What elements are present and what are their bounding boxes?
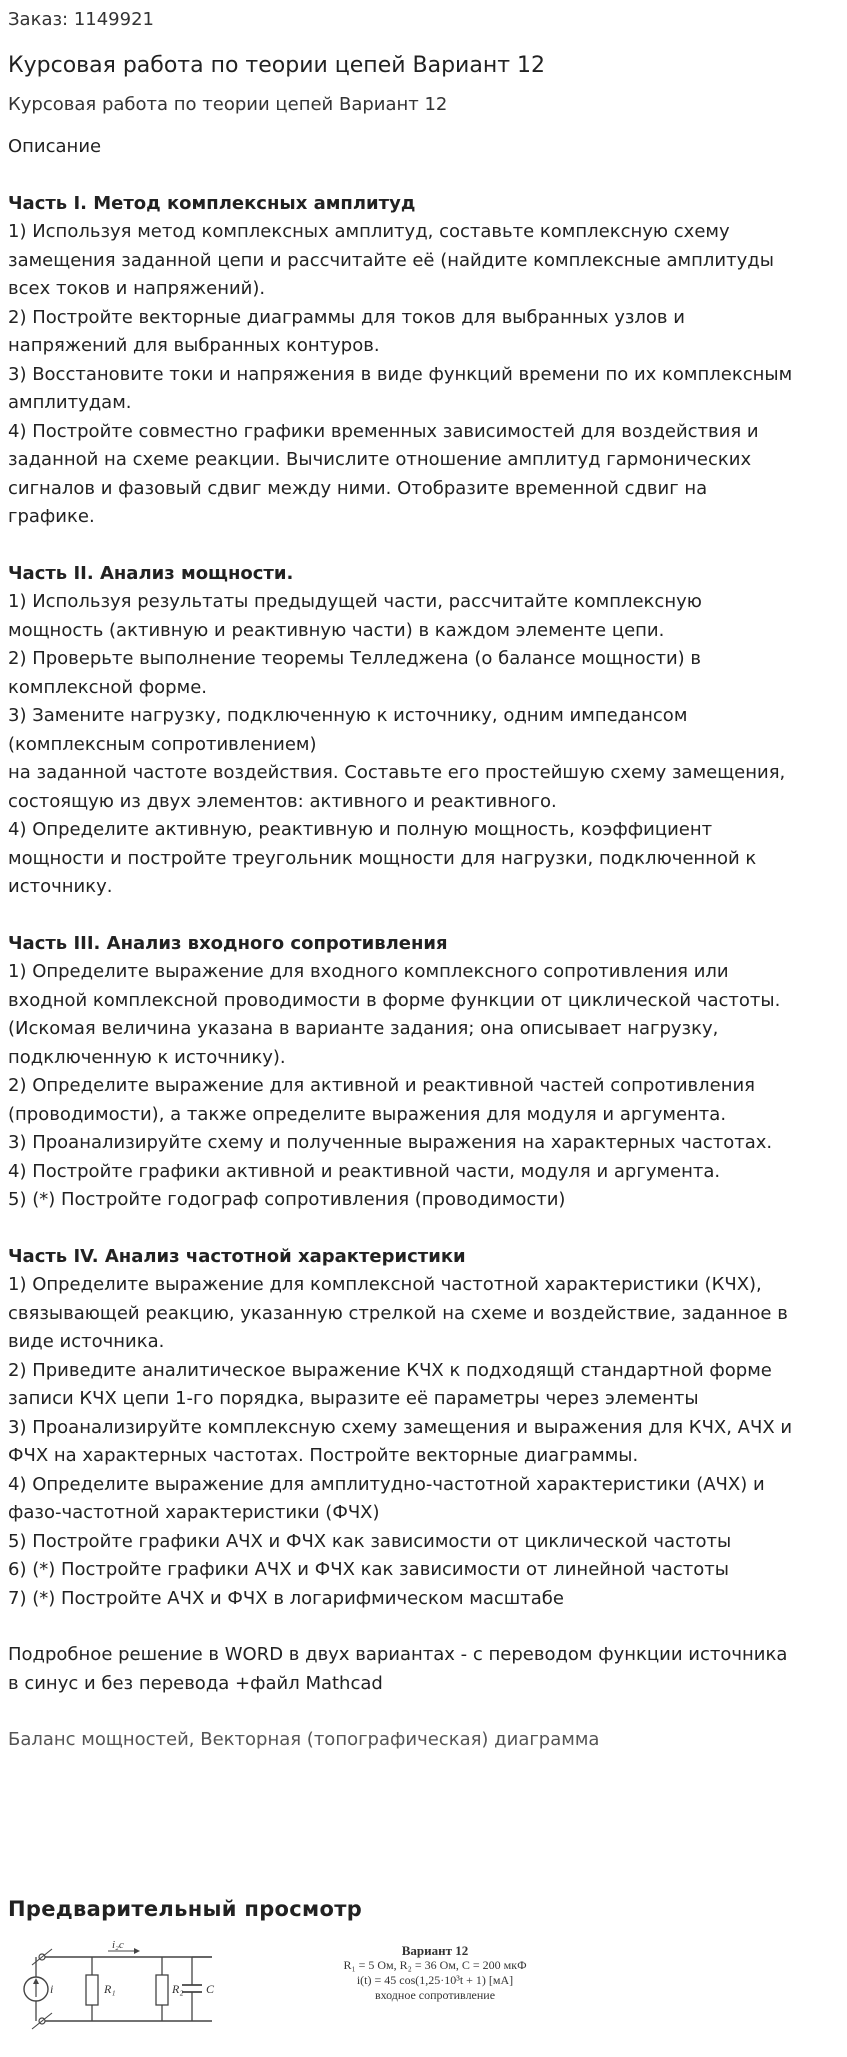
section-line: связывающей реакцию, указанную стрелкой на схеме и воздействие, заданное в [8, 1302, 788, 1324]
section-line: 1) Используя результаты предыдущей части, рассчитайте комплексную [8, 591, 702, 612]
section-line: 7) (*) Постройте АЧХ и ФЧХ в логарифмическом масштабе [8, 1587, 564, 1609]
section-line: мощности и постройте треугольник мощности для нагрузки, подключенной к [8, 847, 757, 869]
section-line: сигналов и фазовый сдвиг между ними. Отобразите временной сдвиг на [8, 477, 708, 499]
section-line: 3) Проанализируйте комплексную схему замещения и выражения для КЧХ, АЧХ и [8, 1416, 793, 1438]
section-title: Часть IV. Анализ частотной характеристики [8, 1245, 466, 1267]
section-line: 2) Проверьте выполнение теоремы Телледжена (о балансе мощности) в [8, 648, 702, 669]
section-line: 5) Постройте графики АЧХ и ФЧХ как зависимости от циклической частоты [8, 1530, 732, 1552]
page-title: Курсовая работа по теории цепей Вариант 12 [8, 52, 546, 78]
section-line: 4) Определите активную, реактивную и полную мощность, коэффициент [8, 819, 713, 840]
section-line: всех токов и напряжений). [8, 278, 266, 299]
closing-line: Подробное решение в WORD в двух вариантах - с переводом функции источника [8, 1644, 788, 1665]
section-line: (проводимости), а также определите выражения для модуля и аргумента. [8, 1103, 727, 1125]
description-body [8, 190, 839, 1614]
section-line: 2) Определите выражение для активной и реактивной частей сопротивления [8, 1075, 755, 1096]
circuit-diagram [12, 1941, 242, 2033]
section-line: 6) (*) Постройте графики АЧХ и ФЧХ как зависимости от линейной частоты [8, 1559, 729, 1580]
preview-image[interactable] [8, 1937, 839, 2037]
section-line: комплексной форме. [8, 676, 207, 698]
section-line: напряжений для выбранных контуров. [8, 335, 380, 356]
r2-label: R₂ [172, 1982, 184, 1996]
section-line: 3) Восстановите токи и напряжения в виде функций времени по их комплексным [8, 363, 793, 385]
variant-title: Вариант 12 [401, 1943, 469, 1958]
task-section [8, 1243, 839, 1614]
variant-params: R₁ = 5 Ом, R₂ = 36 Ом, C = 200 мкФ [343, 1958, 527, 1972]
section-line: подключенную к источнику). [8, 1046, 286, 1068]
section-line: на заданной частоте воздействия. Составьте его простейшую схему замещения, [8, 762, 786, 783]
section-title: Часть III. Анализ входного сопротивления [8, 932, 448, 954]
section-line: 4) Постройте совместно графики временных зависимостей для воздействия и [8, 420, 759, 442]
order-number: Заказ: 1149921 [8, 9, 154, 30]
c-label: C [206, 1982, 215, 1996]
section-line: заданной на схеме реакции. Вычислите отношение амплитуд гармонических [8, 449, 752, 470]
resistor-r1-icon [86, 1975, 98, 2005]
section-line: входной комплексной проводимости в форме функции от циклической частоты. [8, 989, 781, 1011]
section-line: 5) (*) Постройте годограф сопротивления (проводимости) [8, 1189, 566, 1210]
section-line: ФЧХ на характерных частотах. Постройте векторные диаграммы. [8, 1445, 639, 1466]
section-line: записи КЧХ цепи 1-го порядка, выразите её параметры через элементы [8, 1388, 699, 1409]
section-line: 2) Приведите аналитическое выражение КЧХ к подходящй стандартной форме [8, 1359, 772, 1381]
variant-info [300, 1943, 570, 2003]
section-line: (Искомая величина указана в варианте задания; она описывает нагрузку, [8, 1018, 719, 1039]
section-line: 3) Замените нагрузку, подключенную к источнику, одним импедансом [8, 705, 688, 726]
tags-line: Баланс мощностей, Векторная (топографическая) диаграмма [8, 1729, 600, 1750]
section-line: мощность (активную и реактивную части) в каждом элементе цепи. [8, 619, 665, 641]
section-line: (комплексным сопротивлением) [8, 733, 317, 755]
r1-label: R₁ [104, 1982, 116, 1996]
closing-line: в синус и без перевода +файл Mathcad [8, 1672, 383, 1694]
task-section [8, 930, 839, 1215]
section-line: 1) Определите выражение для входного комплексного сопротивления или [8, 961, 729, 982]
section-line: амплитудам. [8, 392, 132, 413]
section-line: 1) Используя метод комплексных амплитуд, составьте комплексную схему [8, 221, 730, 242]
preview-heading: Предварительный просмотр [8, 1896, 363, 1921]
section-line: 3) Проанализируйте схему и полученные выражения на характерных частотах. [8, 1132, 773, 1153]
section-line: 4) Определите выражение для амплитудно-частотной характеристики (АЧХ) и [8, 1473, 765, 1495]
section-line: виде источника. [8, 1331, 165, 1352]
task-section [8, 190, 839, 532]
task-section [8, 560, 839, 902]
closing-note [8, 1641, 839, 1698]
page-subtitle: Курсовая работа по теории цепей Вариант 12 [8, 93, 448, 115]
section-line: источнику. [8, 876, 113, 897]
source-label: i [50, 1982, 54, 1996]
variant-note: входное сопротивление [374, 1988, 496, 2002]
section-line: 2) Постройте векторные диаграммы для токов для выбранных узлов и [8, 306, 685, 328]
section-line: 4) Постройте графики активной и реактивной части, модуля и аргумента. [8, 1160, 721, 1182]
section-title: Часть II. Анализ мощности. [8, 562, 294, 584]
section-line: 1) Определите выражение для комплексной частотной характеристики (КЧХ), [8, 1274, 762, 1295]
section-line: фазо-частотной характеристики (ФЧХ) [8, 1502, 380, 1523]
description-heading: Описание [8, 136, 102, 157]
section-title: Часть I. Метод комплексных амплитуд [8, 192, 416, 214]
variant-source-function: i(t) = 45 cos(1,25·10³t + 1) [мА] [356, 1973, 514, 1987]
section-line: графике. [8, 506, 95, 527]
section-line: замещения заданной цепи и рассчитайте её (найдите комплексные амплитуды [8, 249, 774, 271]
current-label: i₂c [112, 1941, 124, 1951]
resistor-r2-icon [156, 1975, 168, 2005]
section-line: состоящую из двух элементов: активного и реактивного. [8, 790, 557, 812]
